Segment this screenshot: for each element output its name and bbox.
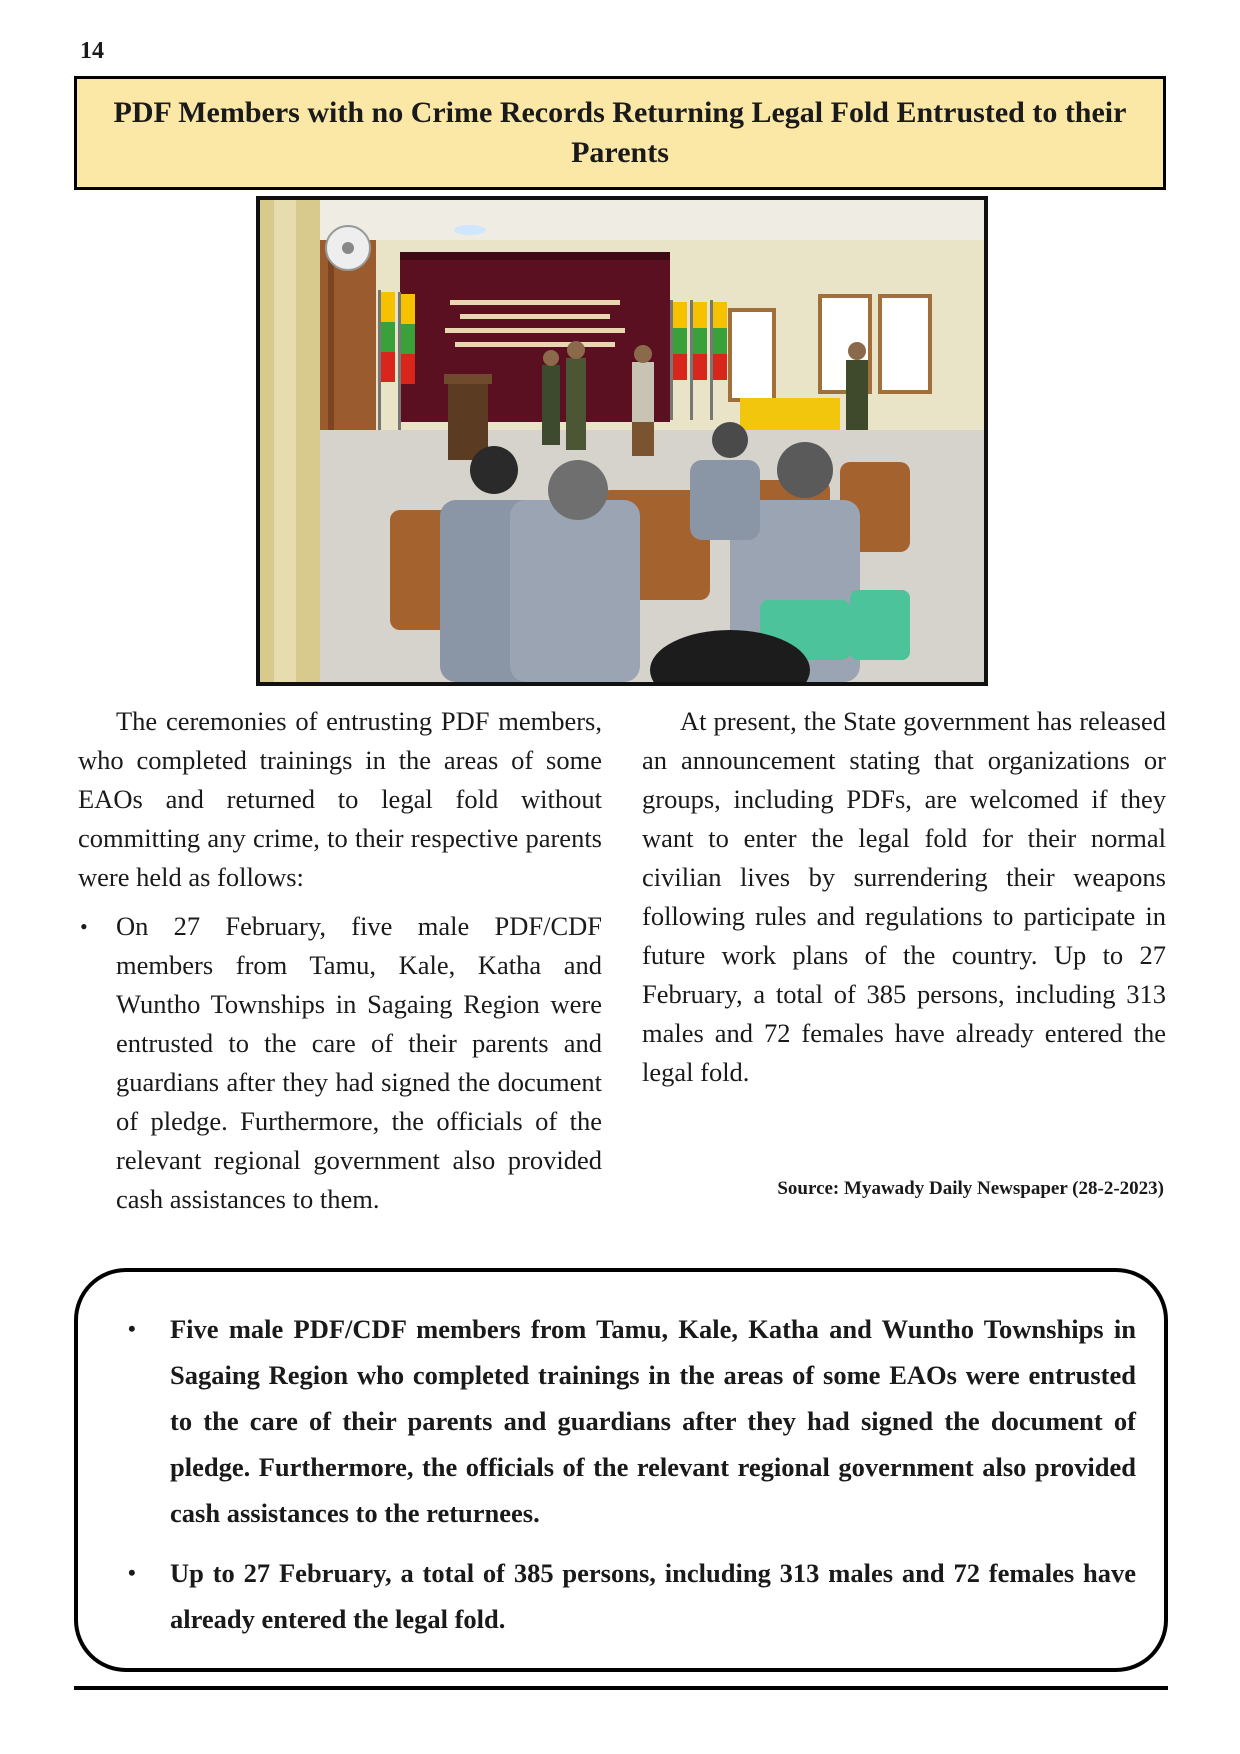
summary-list — [128, 1306, 1136, 1642]
bullet-icon: • — [128, 1560, 136, 1585]
announcement-paragraph: At present, the State government has released an announcement stating that organizations or groups, including PDFs, are welcomed if they want to enter the legal fold for their normal civilian lives by surrendering their weapons following rules and regulations to participate in future work plans of the country. Up to 27 February, a total of 385 persons, including 313 males and 72 females have already entered the legal fold. — [642, 706, 1166, 1087]
title-box — [74, 76, 1166, 190]
right-column — [642, 702, 1166, 1092]
ceremony-photo — [256, 196, 988, 686]
summary-item — [128, 1550, 1136, 1642]
bullet-icon: • — [128, 1316, 136, 1341]
summary-item — [128, 1306, 1136, 1536]
bottom-rule — [74, 1686, 1168, 1690]
summary-item-text: Up to 27 February, a total of 385 persons, including 313 males and 72 females have already entered the legal fold. — [170, 1558, 1136, 1634]
summary-item-text: Five male PDF/CDF members from Tamu, Kale, Katha and Wuntho Townships in Sagaing Region who completed trainings in the areas of some EAOs were entrusted to the care of their parents and guardians after they had signed the document of pledge. Furthermore, the officials of the relevant regional government also provided cash assistances to the returnees. — [170, 1314, 1136, 1528]
ceremony-photo-illustration — [260, 200, 984, 682]
intro-paragraph: The ceremonies of entrusting PDF members, who completed trainings in the areas of some EAOs and returned to legal fold without committing any crime, to their respective parents were held as follows: — [78, 706, 602, 892]
event-list — [78, 907, 602, 1219]
bullet-icon: • — [80, 914, 88, 939]
list-item-text: On 27 February, five male PDF/CDF members from Tamu, Kale, Katha and Wuntho Townships in Sagaing Region were entrusted to the care of their parents and guardians after they had signed the document of pledge. Furthermore, the officials of the relevant regional government also provided cash assistances to them. — [116, 911, 602, 1214]
list-item — [78, 907, 602, 1219]
left-column — [78, 702, 602, 1219]
article-title: PDF Members with no Crime Records Returning Legal Fold Entrusted to their Parents — [113, 96, 1127, 169]
source-citation: Source: Myawady Daily Newspaper (28-2-2023) — [777, 1178, 1164, 1199]
page-number: 14 — [80, 38, 104, 64]
summary-box — [74, 1268, 1168, 1672]
